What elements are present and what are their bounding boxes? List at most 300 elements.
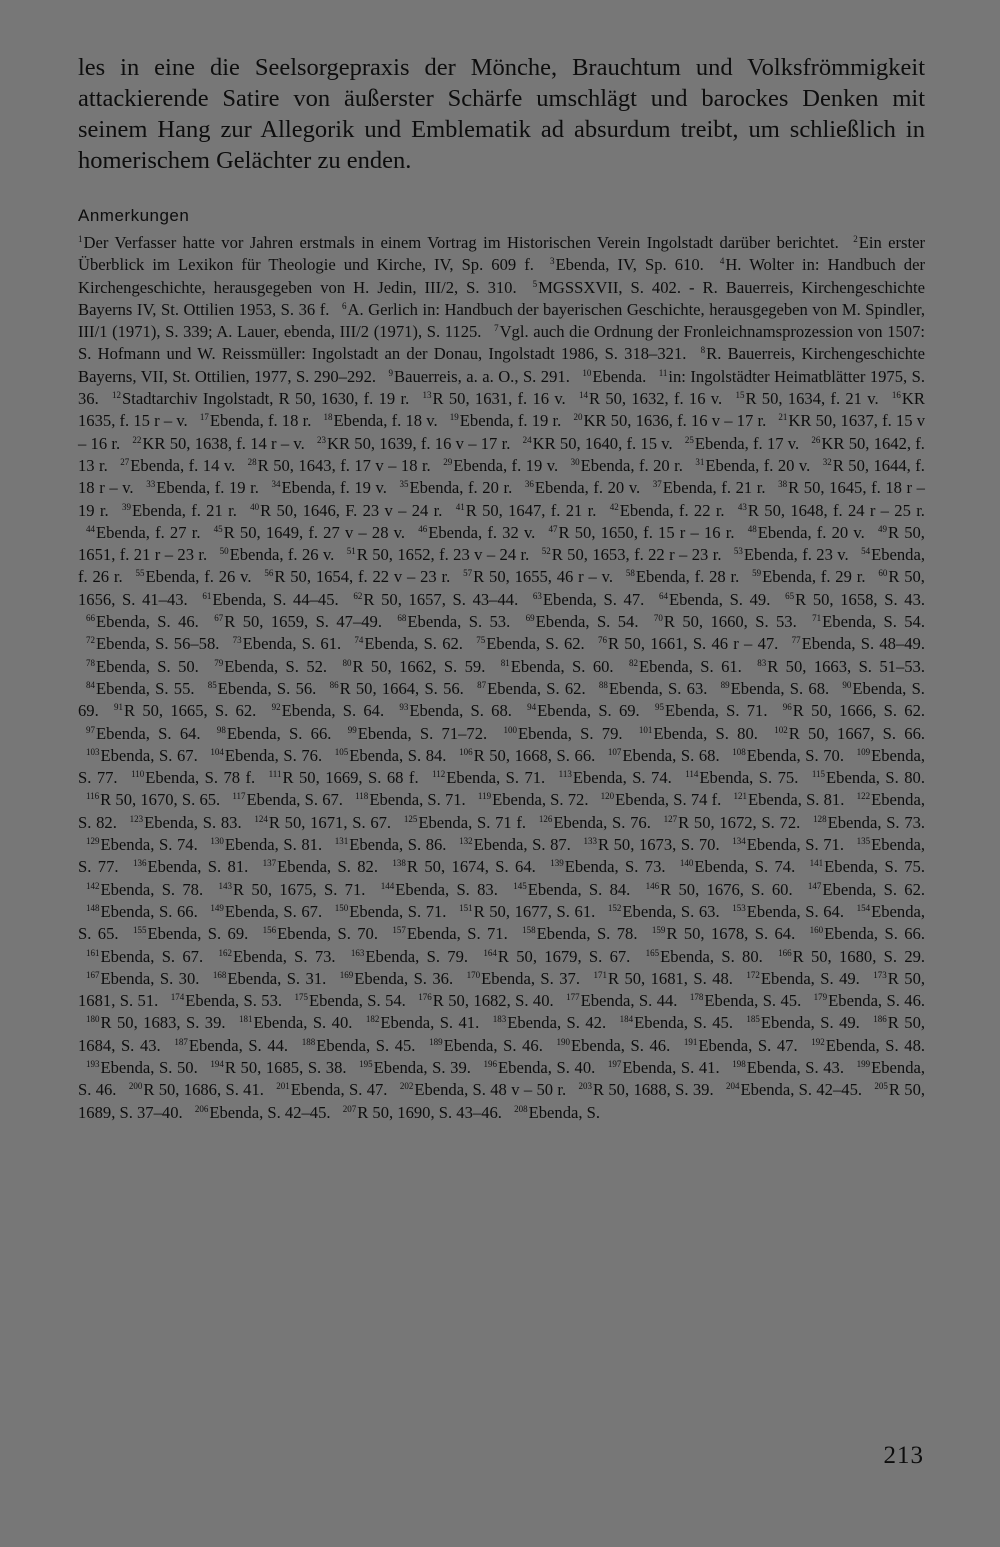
footnote-number: 61 [202,590,212,601]
footnote [264,478,387,497]
footnote [600,746,720,765]
footnote-text: Ebenda, f. 17 v. [694,433,800,453]
footnote-number: 51 [346,546,356,557]
footnote-number: 98 [216,724,226,735]
footnote-number: 208 [514,1103,528,1114]
footnote-text: R 50, 1661, S. 46 r – 47. [607,634,779,654]
footnote [309,434,510,453]
footnote-text: R 50, 1644, f. 18 r – v. [78,455,925,498]
footnote-number: 64 [659,590,668,601]
footnote-text: R 50, 1646, F. 23 v – 24 r. [260,500,443,520]
footnote-number: 48 [747,523,757,534]
footnote-text: Ebenda, S. 54. [822,612,925,632]
footnote-text: Ebenda, S. 83. [144,812,242,832]
footnote [672,857,795,876]
footnote [210,880,365,899]
footnote [600,902,720,921]
footnote-number: 80 [342,657,352,668]
footnote-text: Ebenda, S. 76. [224,745,323,765]
footnote-number: 149 [210,902,224,913]
footnote-number: 121 [733,791,747,802]
footnote-number: 19 [449,412,459,423]
footnote-number: 11 [658,367,668,378]
footnote-number: 120 [600,791,615,802]
footnote-text: Ebenda, S. 74 f. [615,790,722,810]
footnote-number: 157 [392,925,406,936]
footnote-number: 155 [132,925,147,936]
footnote-number: 151 [459,902,473,913]
footnote-number: 66 [86,613,95,624]
footnote [435,456,558,475]
footnote-text: Ebenda, S. 68. [622,745,720,765]
footnote [78,902,198,921]
footnote [621,657,742,676]
footnote-text: R 50, 1663, S. 51–53. [767,656,925,676]
footnote-number: 34 [271,479,281,490]
footnote-text: KR 1635, f. 15 r – v. [78,389,925,431]
footnote-number: 190 [556,1036,570,1047]
footnote [187,1103,331,1122]
footnote-text: R 50, 1679, S. 67. [497,946,631,966]
footnote-text: Ebenda, f. 19 r. [156,478,259,498]
footnote-text: Ebenda, S. 48 v – 50 r. [414,1080,567,1100]
footnote-text: Ebenda, S. 71 f. [418,812,527,832]
footnote [112,456,235,475]
footnote [525,590,644,609]
footnote [775,701,925,720]
footnote-number: 165 [645,947,660,958]
footnote-text: Ebenda, S. 82. [78,790,925,832]
footnote [548,1036,670,1055]
footnote-text: H. Wolter in: Handbuch der Kirchengeschichte, herausgegeben von H. Jedin, III/2, S. 310. [78,255,925,297]
footnote-number: 116 [86,791,100,802]
footnote-number: 90 [842,679,852,690]
footnote-text: Ebenda, S. 71–72. [357,723,488,743]
footnote-number: 137 [262,858,277,869]
footnote-number: 32 [822,456,832,467]
footnote [128,567,252,586]
footnote-text: R 50, 1675, S. 71. [232,879,366,899]
footnote-text: Ebenda, S. 36. [354,968,454,988]
footnote-text: Ebenda, S. 45. [316,1035,416,1055]
footnote-number: 71 [812,613,822,624]
footnote-text: R 50, 1684, S. 43. [78,1013,926,1055]
footnote-number: 29 [443,456,453,467]
footnote-text: Ebenda, S. 84. [349,745,447,765]
footnote-number: 169 [339,969,354,980]
footnote-number: 15 [735,390,745,401]
footnote-number: 111 [268,769,282,780]
footnote-text: R 50, 1690, S. 43–46. [357,1102,502,1122]
footnote-number: 199 [856,1058,871,1069]
footnote-number: 2 [853,234,858,244]
footnote-number: 1 [78,234,83,244]
footnote-text: Ebenda, S. 56–58. [96,634,220,654]
footnote [725,790,844,809]
footnote-number: 182 [365,1014,380,1025]
footnote-number: 201 [276,1081,290,1092]
footnote [392,478,513,497]
footnote [138,478,259,497]
footnote [618,567,739,586]
footnote [647,701,768,720]
footnote-text: Ebenda, S. 62. [486,634,585,654]
footnote [255,924,378,943]
footnote-text: R 50, 1670, S. 65. [100,790,221,810]
footnote-text: R 50, 1685, S. 38. [224,1057,347,1077]
footnote-number: 189 [429,1036,443,1047]
footnote [384,857,535,876]
footnote-text: R 50, 1647, f. 21 r. [465,500,597,520]
footnote-text: Ebenda, S. 70. [277,924,378,944]
footnote [202,902,322,921]
footnote-number: 196 [483,1058,498,1069]
footnote-number: 85 [207,679,217,690]
footnote-number: 178 [689,992,704,1003]
footnote [106,701,256,720]
footnote-text: Ebenda, S. 42. [507,1013,607,1033]
footnote-text: Ebenda, f. 27 r. [96,522,201,542]
footnote-number: 138 [392,858,406,869]
footnote-number: 72 [86,635,95,646]
footnote-text: Ebenda, S. 77. [78,745,926,788]
footnote-number: 4 [719,256,725,267]
footnote-text: R 50, 1657, S. 43–44. [363,589,519,609]
footnote-number: 57 [463,568,473,579]
footnote-text: R. Bauerreis, Kirchengeschichte Bayerns, VII, St. Ottilien, 1977, S. 290–292. [78,344,925,386]
footnote-number: 58 [625,568,635,579]
footnote-number: 50 [219,546,229,557]
footnote [202,746,322,765]
footnote [381,367,570,386]
footnote-text: Ebenda, S. 50. [100,1057,198,1077]
footnote [468,634,585,653]
footnote-number: 68 [397,613,407,624]
footnote-number: 153 [732,902,746,913]
footnote-text: Ebenda, f. 28 r. [635,567,740,587]
footnote-text: Ebenda, S. 41. [622,1057,720,1077]
footnote [740,523,865,542]
footnote-text: Ebenda, S. 67. [100,745,198,765]
footnote-text: R 50, 1634, f. 21 v. [745,389,879,409]
footnote-number: 95 [654,702,664,713]
footnote-number: 192 [811,1036,825,1047]
footnote [78,835,198,854]
footnote-number: 129 [86,836,100,847]
footnote-text: R 50, 1680, S. 29. [792,946,926,966]
footnote-text: Ebenda, S. 46. [828,991,926,1011]
footnote-text: Ebenda, S. 60. [510,656,614,676]
footnote [515,434,673,453]
footnote-number: 104 [210,746,224,757]
footnote-text: Ebenda, S. 61. [638,656,742,676]
footnote-text: Ebenda, S. 66. [824,924,925,944]
footnote-number: 44 [86,523,95,534]
footnote [485,1013,606,1032]
footnote-text: KR 50, 1636, f. 16 v – 17 r. [583,411,767,431]
footnote [78,679,195,698]
body-paragraph: les in eine die Seelsorgepraxis der Mönche, Brauchtum und Volksfrömmigkeit attackierende Satire von äußerster Schärfe umschlägt und barockes Denken mit seinem Hang zur Allegorik und Emblematik ad absurdum treibt, um schließlich in homerischem Gelächter zu enden. [78,54,925,174]
footnote-number: 59 [752,568,762,579]
footnote [125,857,248,876]
footnote-number: 156 [262,925,277,936]
footnote-text: Ebenda, S. 64. [281,701,385,721]
footnote [656,813,801,832]
footnote [209,724,332,743]
footnote-number: 84 [86,679,95,690]
footnote [571,389,722,408]
footnote [475,947,630,966]
footnote [682,991,801,1010]
footnote-number: 81 [500,657,510,668]
footnote-number: 21 [778,412,788,423]
footnote [339,545,530,564]
footnote-number: 118 [355,791,369,802]
footnote-number: 108 [732,746,746,757]
footnote [541,523,735,542]
footnote-number: 109 [856,746,871,757]
footnote [194,590,338,609]
footnote-number: 154 [856,902,871,913]
footnote-number: 76 [597,635,607,646]
footnote-number: 207 [342,1103,357,1114]
footnote-number: 115 [811,769,826,780]
footnote-text: Ebenda, S. 71. [406,924,508,944]
footnote [200,679,317,698]
footnote-text: Ebenda, f. 20 v. [534,478,641,498]
footnote-text: Ebenda, S. 62. [364,634,463,654]
footnote-number: 6 [341,300,347,311]
footnote-text: R 50, 1662, S. 59. [352,656,486,676]
footnote [343,947,468,966]
footnote-number: 167 [86,969,100,980]
footnote [210,947,335,966]
footnote [585,969,733,988]
footnote [575,835,719,854]
footnote-number: 16 [891,390,901,401]
footnote [192,411,311,430]
footnote-text: Ebenda, S. 50. [96,656,199,676]
footnote-text: Ebenda, S. 80. [826,768,925,788]
footnote-number: 136 [132,858,147,869]
footnote [78,523,200,542]
footnote-text: Ebenda, f. 26 v. [229,545,335,565]
footnote-number: 161 [86,947,100,958]
footnote-text: Ebenda, f. 19 r. [459,411,562,431]
footnote-text: Ebenda, S. 44–45. [212,589,339,609]
footnote-number: 99 [347,724,357,735]
footnote-text: Ebenda, S. 54. [308,991,406,1011]
footnote-text: A. Gerlich in: Handbuch der bayerischen Geschichte, herausgegeben von M. Spindler, III/1 (1971), S. 339; A. Lauer, ebenda, III/2 (1971), S. 1125. [78,299,925,342]
footnote-number: 96 [782,702,792,713]
footnote [777,590,925,609]
footnote-number: 170 [466,969,481,980]
footnote-number: 14 [578,390,588,401]
footnote-number: 92 [271,702,281,713]
footnote-text: Ebenda, S. 78. [536,924,638,944]
footnote-text: Ebenda, S. 47. [290,1080,388,1100]
footnote-number: 114 [685,769,699,780]
footnote-text: Ebenda, S. 81. [747,790,845,810]
footnote [505,880,630,899]
footnote [519,701,640,720]
footnote [286,991,405,1010]
footnote-text: Ebenda, IV, Sp. 610. [555,255,704,275]
footnote-text: Ebenda, f. 23 v. [743,545,849,565]
footnote-number: 17 [199,412,209,423]
footnote [123,768,255,787]
footnote-number: 112 [432,769,446,780]
footnote-text: Ebenda, S. 84. [527,879,631,899]
footnote-number: 135 [856,836,871,847]
footnote-number: 110 [131,769,145,780]
footnote-text: R 50, 1654, f. 22 v – 23 r. [274,567,451,587]
footnote-text: R 50, 1686, S. 41. [143,1080,264,1100]
footnote-text: Ebenda, S. 66. [226,723,332,743]
footnote-text: Bauerreis, a. a. O., S. 291. [394,366,570,386]
footnote-number: 158 [522,925,536,936]
footnote-number: 82 [628,657,638,668]
footnote [514,924,637,943]
footnote-text: Ebenda, S. 75. [699,768,799,788]
footnote-number: 79 [214,657,224,668]
footnote [78,634,219,653]
footnote [724,1058,844,1077]
footnote-text: Ebenda, S. 71. [446,768,546,788]
footnote-number: 30 [570,456,580,467]
footnote-text: Ebenda, f. 21 r. [662,478,766,498]
page-content [78,52,925,1124]
footnote [78,880,203,899]
footnote [78,947,203,966]
footnote-text: R 50, 1668, S. 66. [473,745,596,765]
footnote [268,1080,387,1099]
footnote [805,813,925,832]
footnote-text: Ebenda, S. 63. [608,678,708,698]
footnote-text: Ebenda, S. 68. [730,678,830,698]
footnote-text: KR 50, 1639, f. 16 v – 17 r. [327,433,511,453]
footnote [255,857,378,876]
footnote-text: Ebenda, S. 74. [572,768,672,788]
footnote-text: Ebenda, S. 83. [395,879,498,899]
footnote [264,701,385,720]
footnote-text: R 50, 1643, f. 17 v – 18 r. [257,455,431,475]
footnote-text: R 50, 1683, S. 39. [100,1013,226,1033]
footnote [784,634,925,653]
footnote-text: R 50, 1645, f. 18 r – 19 r. [78,478,925,520]
footnote-number: 74 [354,635,364,646]
footnote-text: R 50, 1676, S. 60. [660,879,793,899]
footnote-number: 168 [212,969,227,980]
footnote [225,634,342,653]
footnote-number: 183 [492,1014,507,1025]
footnote-text: MGSSXVII, S. 402. - R. Bauerreis, Kirchengeschichte Bayerns IV, St. Ottilien 1953, S. 36 f. [78,277,925,319]
footnote-text: R 50, 1653, f. 22 r – 23 r. [551,545,722,565]
footnote-text: Ebenda, S. 44. [188,1035,289,1055]
footnote-text: Ebenda, S. 70. [746,745,844,765]
footnote-number: 107 [607,746,622,757]
footnote-number: 200 [128,1081,143,1092]
footnote [600,1058,720,1077]
footnote-text: R 50, 1658, S. 43. [795,589,926,609]
footnote-number: 128 [813,813,827,824]
footnote-number: 13 [422,390,432,401]
footnote-number: 12 [112,390,122,401]
footnote [800,880,925,899]
footnote-text: Ebenda, S. 53. [407,612,511,632]
footnote [455,567,613,586]
footnote-text: Stadtarchiv Ingolstadt, R 50, 1630, f. 19 r. [122,389,410,409]
footnote-text: R 50, 1659, S. 47–49. [224,612,382,632]
footnote-text: Ebenda, S. 69. [147,924,249,944]
footnote [534,545,722,564]
footnote-number: 23 [317,434,326,445]
footnote [316,411,438,430]
footnote-text: Ebenda, S. 73. [564,857,666,877]
footnote-text: Ebenda, S. 72. [492,790,589,810]
footnote [726,545,849,564]
footnote [602,501,725,520]
footnote [122,813,242,832]
footnote-text: R 50, 1660, S. 53. [663,612,797,632]
footnote-number: 187 [174,1036,188,1047]
footnote-text: Ebenda, S. 30. [100,968,200,988]
footnote-text: R 50, 1667, S. 66. [788,723,926,743]
footnote-number: 132 [459,836,473,847]
footnote [651,590,770,609]
footnote-number: 40 [250,501,260,512]
footnote-number: 184 [619,1014,634,1025]
footnote-text: R 50, 1631, f. 16 v. [432,389,566,409]
footnote-number: 146 [645,880,660,891]
footnote-number: 143 [218,880,232,891]
footnote [78,233,839,252]
footnote-number: 194 [210,1058,224,1069]
footnote-text: Ebenda, S. 42–45. [740,1080,863,1100]
footnote-text: Ebenda, f. 21 r. [131,500,237,520]
footnote-number: 37 [652,479,662,490]
footnote [495,724,622,743]
footnote-text: Ebenda, S. 73. [232,946,336,966]
footnote [727,389,878,408]
footnote-number: 191 [683,1036,698,1047]
footnote-text: Ebenda, S. 71. [746,835,844,855]
footnote-number: 45 [213,523,223,534]
footnote-text: R 50, 1682, S. 40. [432,991,554,1011]
footnote [448,501,597,520]
footnote-number: 173 [873,969,887,980]
footnote-number: 113 [558,769,572,780]
footnote-number: 125 [403,813,418,824]
footnote-number: 175 [294,992,308,1003]
footnote-text: R 50, 1656, S. 41–43. [78,567,925,609]
footnote [327,835,447,854]
footnote-text: Ebenda, S. 75. [824,857,925,877]
footnote-text: Ebenda, S. 47. [698,1035,798,1055]
footnote-number: 10 [582,367,592,378]
footnote-number: 38 [778,479,788,490]
footnote-number: 35 [399,479,409,490]
footnote-text: R 50, 1673, S. 70. [597,835,720,855]
footnote-number: 193 [86,1058,100,1069]
footnote-text: Ebenda, S. 62. [487,678,586,698]
footnote-number: 49 [877,523,887,534]
footnote [335,1103,502,1122]
footnote [373,880,498,899]
footnote [212,545,335,564]
footnote-number: 77 [791,635,801,646]
footnote-text: Ebenda, S. 63. [622,901,720,921]
